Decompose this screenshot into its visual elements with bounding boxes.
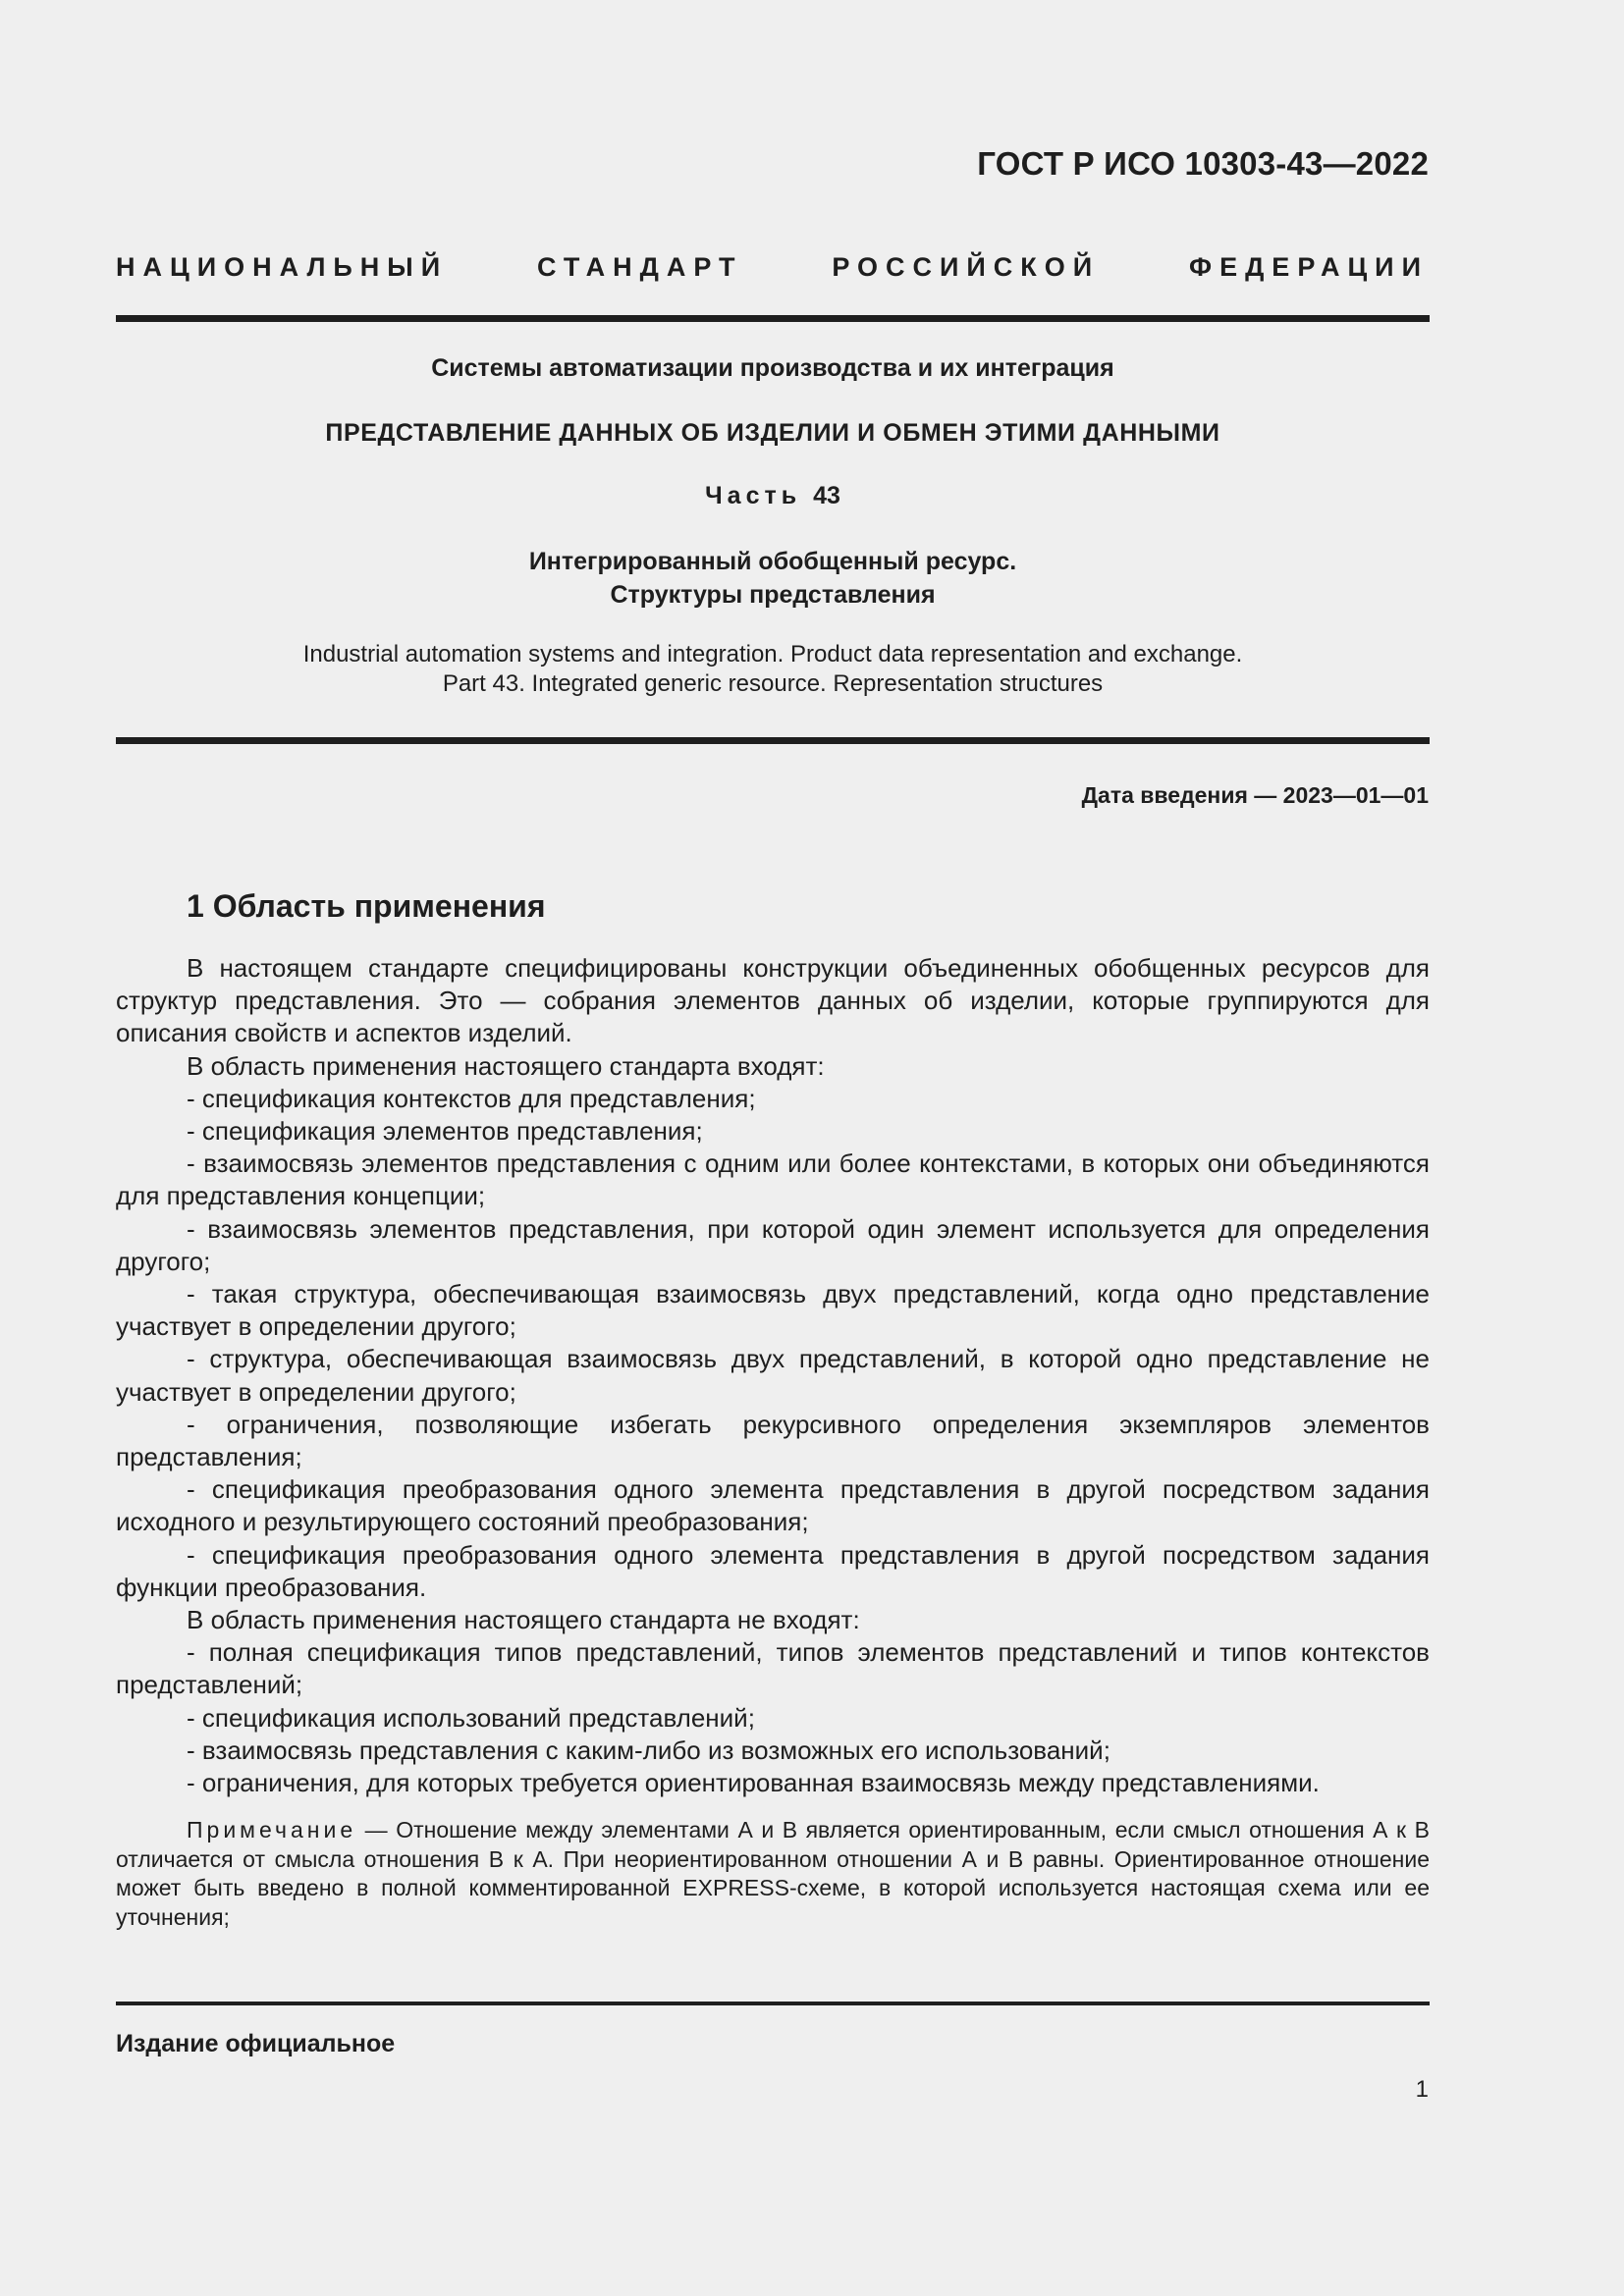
list-item: - структура, обеспечивающая взаимосвязь двух представлений, в которой одно представление не участвует в определении другого; <box>116 1344 1430 1407</box>
list-item: - спецификация преобразования одного элемента представления в другой посредством задания исходного и результирующего состояний преобразования; <box>116 1474 1430 1537</box>
bottom-rule <box>116 2002 1430 2005</box>
body-paragraph: В настоящем стандарте специфицированы конструкции объединенных обобщенных ресурсов для структур представления. Это — собрания элементов данных об изделии, которые группируются для описания свойств и аспектов изделий. <box>116 953 1430 1048</box>
note <box>116 1816 1430 1932</box>
list-item: - взаимосвязь представления с каким-либо из возможных его использований; <box>187 1735 1110 1765</box>
english-title <box>116 640 1430 699</box>
english-title-line-1: Industrial automation systems and integration. Product data representation and exchange. <box>302 641 1243 667</box>
part-name-line-2: Структуры представления <box>610 581 936 609</box>
list-item: - взаимосвязь элементов представления с одним или более контекстами, в которых они объединяются для представления концепции; <box>116 1148 1430 1211</box>
list-item: - ограничения, для которых требуется ориентированная взаимосвязь между представлениями. <box>187 1768 1320 1798</box>
section-body <box>116 952 1430 1799</box>
middle-rule <box>116 737 1430 744</box>
introduction-date: Дата введения — 2023—01—01 <box>1081 782 1429 808</box>
list-item: - полная спецификация типов представлений, типов элементов представлений и типов контекстов представлений; <box>116 1637 1430 1700</box>
part-number: 43 <box>813 482 840 509</box>
list-item: - спецификация элементов представления; <box>187 1116 703 1147</box>
part-name-line-1: Интегрированный обобщенный ресурс. <box>528 548 1017 575</box>
top-rule <box>116 315 1430 322</box>
body-paragraph: В область применения настоящего стандарта не входят: <box>187 1605 860 1635</box>
standard-number: ГОСТ Р ИСО 10303-43—2022 <box>977 145 1429 182</box>
list-item: - спецификация контекстов для представления; <box>187 1083 756 1113</box>
section-heading: 1 Область применения <box>187 888 546 924</box>
part-title <box>116 482 1430 510</box>
official-edition: Издание официальное <box>116 2030 396 2057</box>
national-standard-title: НАЦИОНАЛЬНЫЙ СТАНДАРТ РОССИЙСКОЙ ФЕДЕРАЦИИ <box>116 252 1429 282</box>
note-text: — Отношение между элементами А и В является ориентированным, если смысл отношения А к В отличается от смысла отношения В к А. При неориентированном отношении А и В равны. Ориентированное отношение может быть введено в полной комментированной EXPRESS-схеме, в которой используется настоящая схема или ее уточнения; <box>116 1817 1430 1930</box>
list-item: - спецификация использований представлений; <box>187 1702 755 1733</box>
list-item: - ограничения, позволяющие избегать рекурсивного определения экземпляров элементов представления; <box>116 1409 1430 1472</box>
list-item: - спецификация преобразования одного элемента представления в другой посредством задания функции преобразования. <box>116 1539 1430 1602</box>
english-title-line-2: Part 43. Integrated generic resource. Representation structures <box>442 670 1104 697</box>
list-item: - такая структура, обеспечивающая взаимосвязь двух представлений, когда одно представление участвует в определении другого; <box>116 1279 1430 1342</box>
page-number: 1 <box>1415 2076 1429 2103</box>
part-name <box>116 545 1430 612</box>
system-title: Системы автоматизации производства и их интеграция <box>431 354 1114 382</box>
list-item: - взаимосвязь элементов представления, при которой один элемент используется для определения другого; <box>116 1213 1430 1276</box>
main-title: ПРЕДСТАВЛЕНИЕ ДАННЫХ ОБ ИЗДЕЛИИ И ОБМЕН ЭТИМИ ДАННЫМИ <box>325 419 1220 447</box>
body-paragraph: В область применения настоящего стандарта входят: <box>187 1050 825 1081</box>
part-word: Часть <box>705 482 802 509</box>
note-label: Примечание <box>187 1817 357 1842</box>
